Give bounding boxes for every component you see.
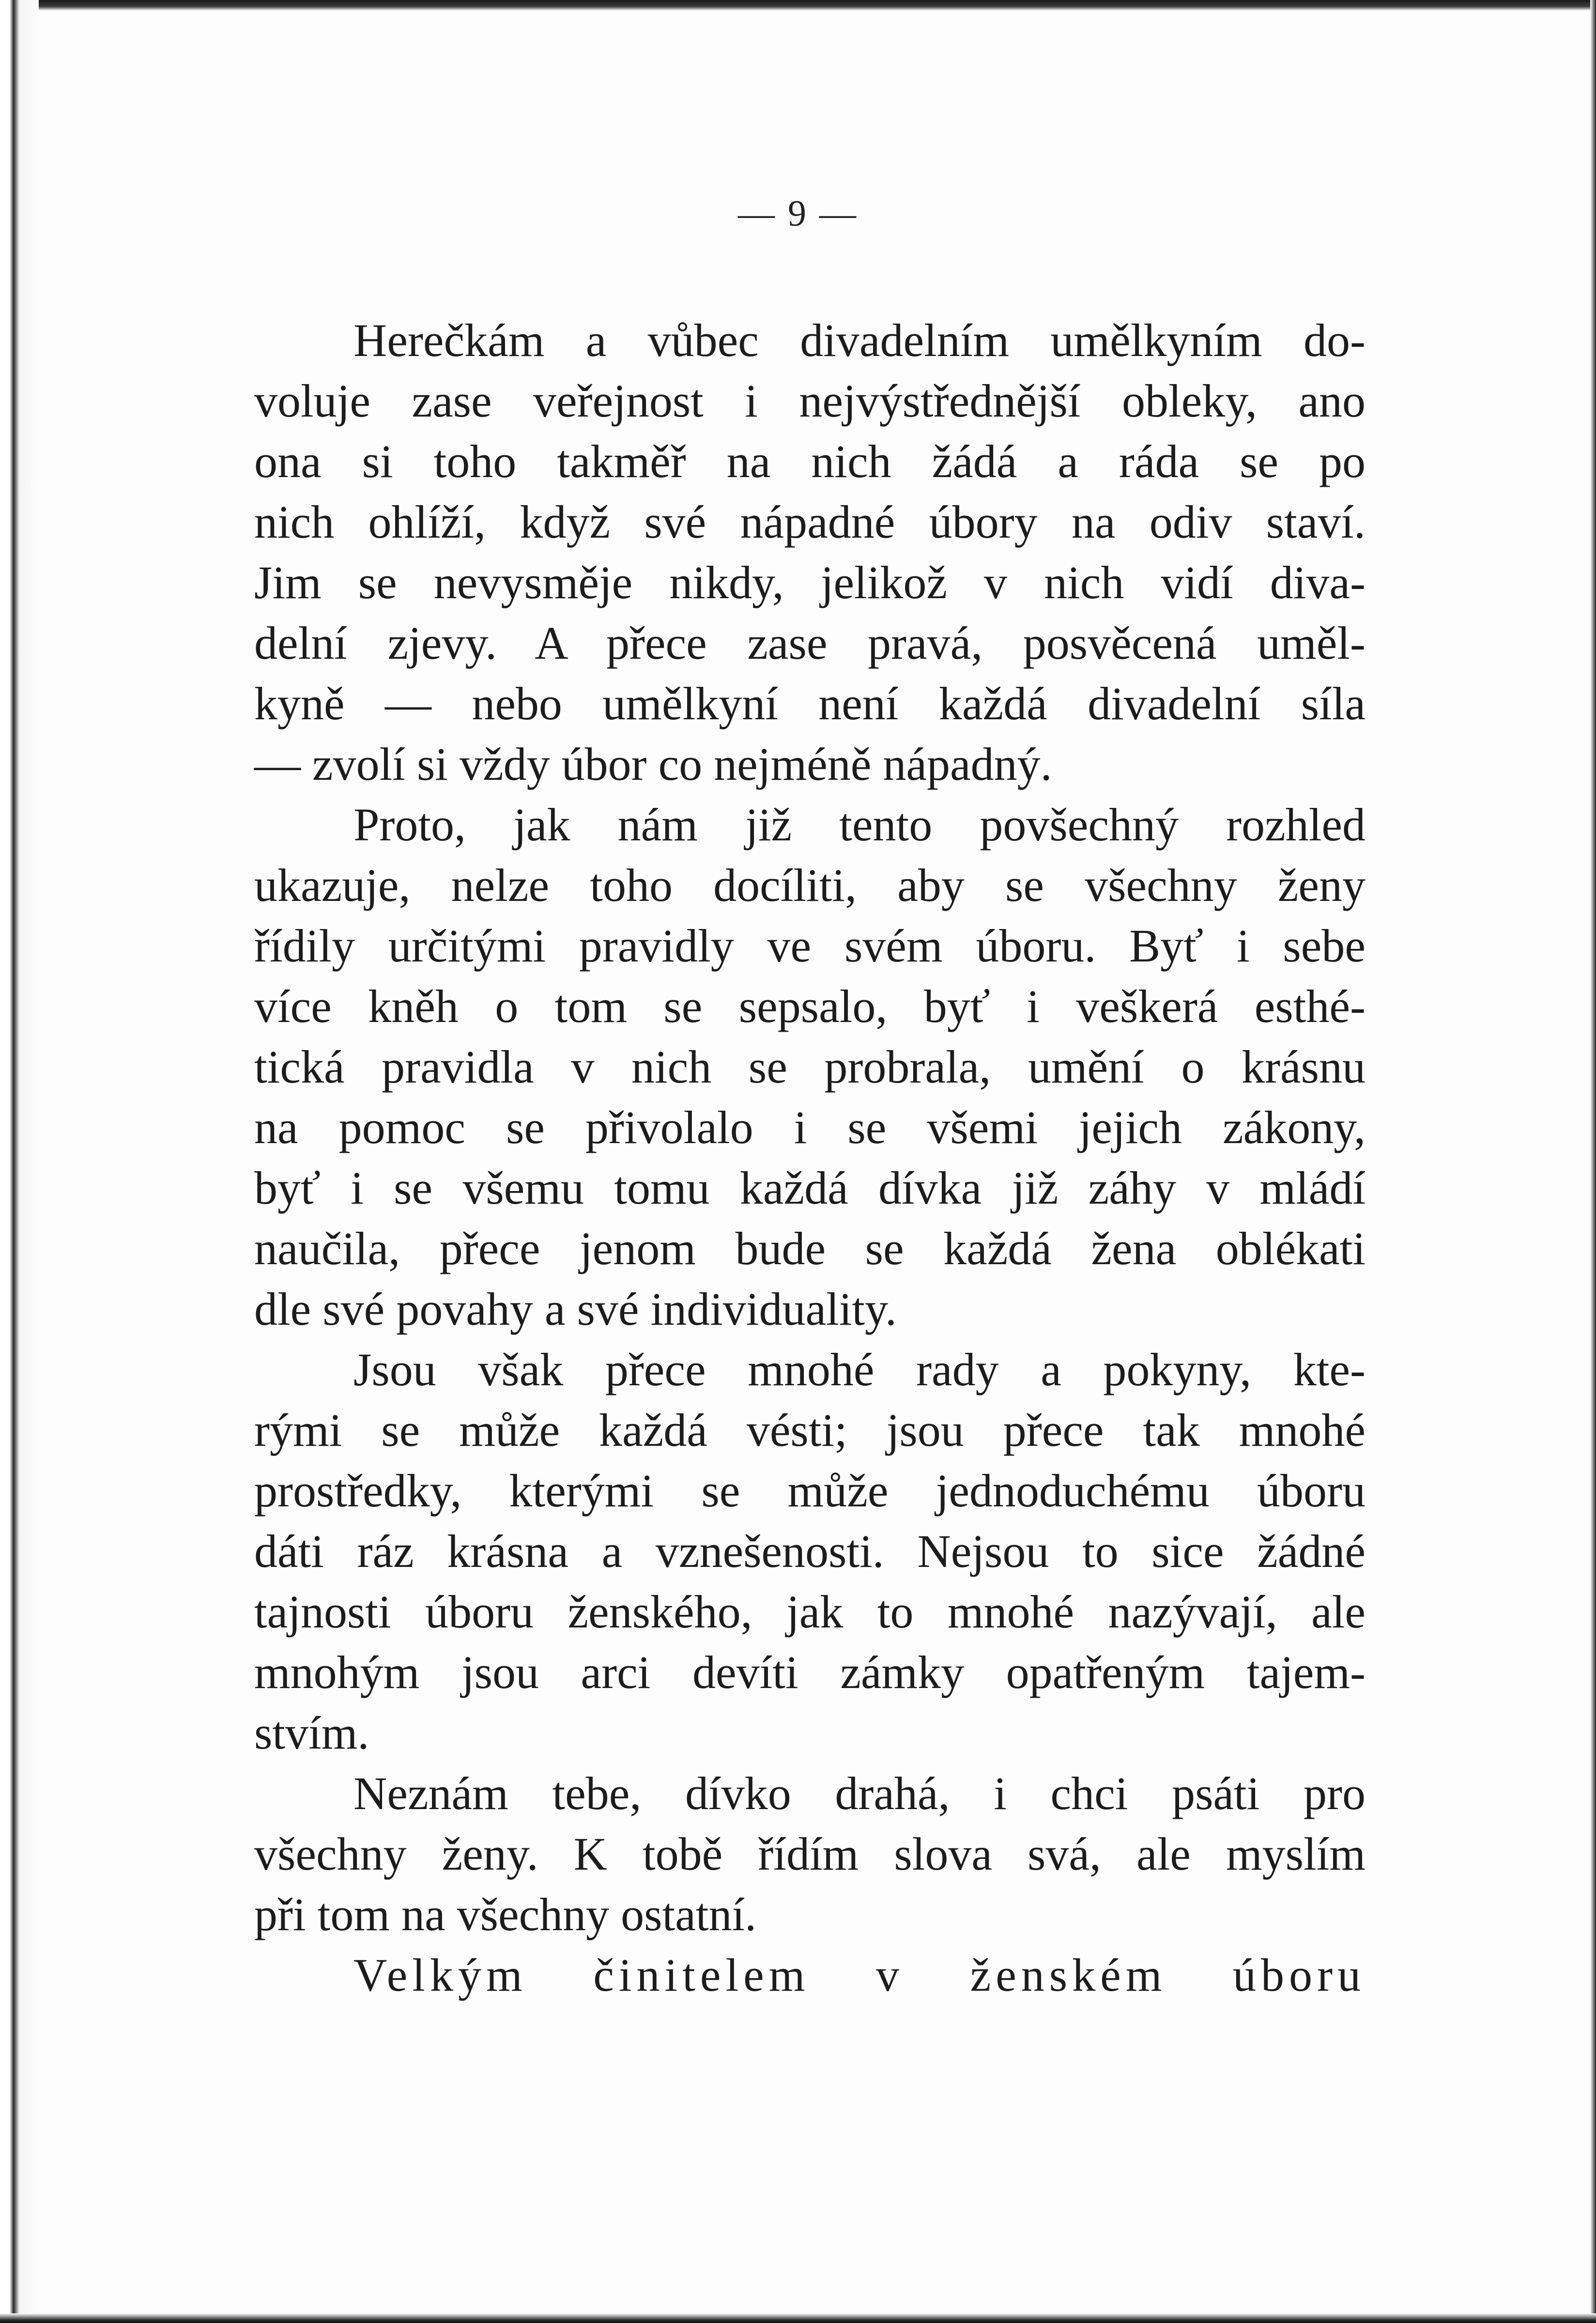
text-line: tajnosti úboru ženského, jak to mnohé nazývají, ale [254,1586,1366,1638]
text-line: všechny ženy. K tobě řídím slova svá, ale myslím [254,1828,1366,1880]
paragraph [254,1763,1366,1945]
text-line: — zvolí si vždy úbor co nejméně nápadný. [254,738,1052,790]
text-line: prostředky, kterými se může jednoduchému úboru [254,1465,1366,1517]
text-line: řídily určitými pravidly ve svém úboru. Byť i sebe [254,920,1366,972]
text-line: více kněh o tom se sepsalo, byť i veškerá esthé- [254,980,1366,1032]
text-line: mnohým jsou arci devíti zámky opatřeným tajem- [254,1646,1366,1698]
text-line: při tom na všechny ostatní. [254,1889,757,1940]
text-line: kyně — nebo umělkyní není každá divadelní síla [254,678,1366,729]
paragraph [254,1339,1366,1763]
text-line: dle své povahy a své individuality. [254,1283,897,1335]
text-line: dáti ráz krásna a vznešenosti. Nejsou to sice žádné [254,1525,1366,1577]
text-line: Herečkám a vůbec divadelním umělkyním do- [353,314,1366,366]
text-line: voluje zase veřejnost i nejvýstřednější obleky, ano [254,375,1366,427]
text-line: Jsou však přece mnohé rady a pokyny, kte- [353,1344,1366,1395]
text-line: Proto, jak nám již tento povšechný rozhled [353,799,1366,851]
text-line: byť i se všemu tomu každá dívka již záhy v mládí [254,1162,1366,1214]
scan-border-right [1590,0,1596,2323]
page-number: — 9 — [738,193,858,234]
text-line: tická pravidla v nich se probrala, umění o krásnu [254,1041,1366,1093]
body-text [254,310,1366,2005]
text-line: naučila, přece jenom bude se každá žena oblékati [254,1223,1366,1274]
text-line: Velkým činitelem v ženském úboru [353,1949,1366,2001]
paragraph [254,1945,1366,2005]
text-line: ukazuje, nelze toho docíliti, aby se všechny ženy [254,859,1366,911]
scan-border-bottom [0,2313,1596,2323]
text-line: Neznám tebe, dívko drahá, i chci psáti pro [353,1767,1366,1819]
text-line: rými se může každá vésti; jsou přece tak mnohé [254,1404,1366,1456]
text-line: delní zjevy. A přece zase pravá, posvěcená uměl- [254,617,1366,669]
text-line: nich ohlíží, když své nápadné úbory na odiv staví. [254,496,1366,548]
paragraph [254,310,1366,794]
scan-border-top [0,0,1596,11]
text-line: stvím. [254,1707,369,1759]
text-line: Jim se nevysměje nikdy, jelikož v nich vidí diva- [254,557,1366,608]
text-line: ona si toho takměř na nich žádá a ráda se po [254,435,1366,487]
text-line: na pomoc se přivolalo i se všemi jejich zákony, [254,1101,1366,1153]
paragraph [254,794,1366,1339]
scan-border-left [0,0,39,2323]
